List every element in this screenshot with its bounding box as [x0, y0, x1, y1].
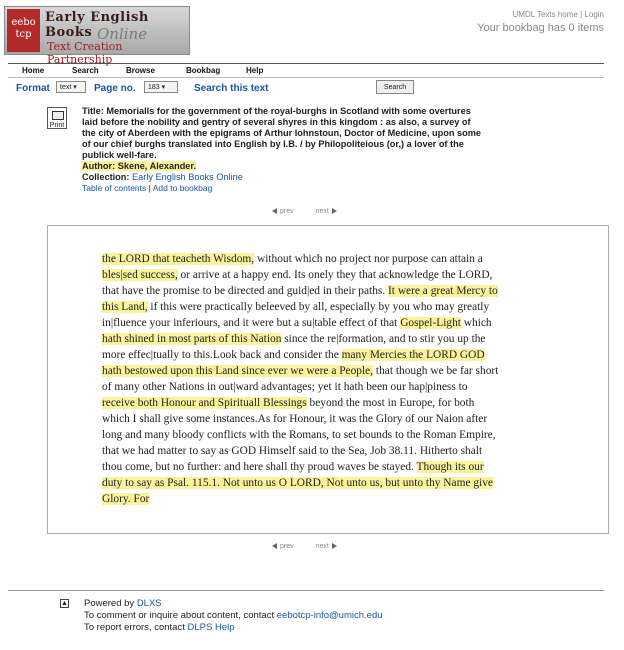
text-line: [102, 427, 569, 443]
record-info: [82, 106, 568, 194]
logo-line-2: Online: [97, 25, 148, 43]
logo-line-3: Text Creation Partnership: [47, 40, 123, 66]
record-title: [82, 106, 568, 161]
main-nav: [8, 64, 604, 78]
prev-arrow-icon[interactable]: [272, 543, 277, 549]
text-segment: more effec|tually to this.Look back and consider the: [102, 349, 342, 361]
text-segment: thou come, but no further: and here shall thy proud waves be stayed.: [102, 461, 417, 473]
text-line: [102, 411, 569, 427]
toolbar: [16, 80, 616, 96]
text-segment: long and many bloody conflicts with the Romans, to set bounds to the Roman Empire,: [102, 429, 496, 441]
text-line: [102, 475, 569, 491]
title-line-3: the city of Aberdeen with the epigrams of Arthur Iohnstoun, Doctor of Medicine, upon some: [82, 128, 481, 138]
title-label: Title:: [82, 106, 104, 116]
text-segment: if this were practically beleeved by all, especially by you who may greatly: [147, 301, 490, 313]
logo-line-1: Early English Books: [45, 10, 149, 40]
text-line: [102, 347, 569, 363]
text-line: [102, 363, 569, 379]
highlighted-text: hath shined in most parts of this Nation: [102, 333, 282, 345]
collection-label: Collection:: [82, 172, 130, 182]
next-arrow-icon[interactable]: [332, 543, 337, 549]
highlighted-text: the LORD that teacheth Wisdom,: [102, 253, 255, 265]
comment-text: To comment or inquire about content, contact: [84, 610, 275, 621]
text-line: [102, 283, 569, 299]
collection-link[interactable]: Early English Books Online: [132, 172, 243, 182]
top-links: [513, 10, 604, 19]
nav-bookbag[interactable]: Bookbag: [186, 66, 221, 75]
text-segment: or arrive at a happy end. Its onely they that acknowledge the LORD,: [177, 269, 493, 281]
footer-divider: [8, 590, 604, 591]
search-text-label: Search this text: [194, 83, 269, 94]
prev-arrow-icon[interactable]: [272, 208, 277, 214]
text-segment: in|fluence your inferiours, and it were but a su|table effect of that: [102, 317, 401, 329]
format-label: Format: [16, 83, 50, 94]
format-value: text: [60, 84, 72, 91]
highlighted-text: It were a great Mercy to: [388, 285, 498, 297]
text-line: [102, 331, 569, 347]
highlighted-text: Glory. For: [102, 493, 150, 505]
text-segment: which I shall give some instances.As for Honour, it was the Glory of our Naion after: [102, 413, 488, 425]
print-label: Print: [49, 122, 65, 129]
page-text-box: [47, 225, 609, 534]
toc-link[interactable]: Table of contents: [82, 183, 147, 193]
title-line-4: of our chief burghs translated into English by I.B. / by Philopoliteious (or,) a lover of the: [82, 139, 464, 149]
text-line: [102, 267, 569, 283]
nav-help[interactable]: Help: [246, 66, 264, 75]
add-to-bookbag-link[interactable]: Add to bookbag: [152, 183, 213, 193]
prev-link-bottom[interactable]: prev: [280, 543, 294, 550]
text-line: [102, 379, 569, 395]
login-link[interactable]: Login: [584, 10, 604, 19]
text-segment: that we had matter to say as GOD Himself said to the Sea, Job 38.11. Hitherto shalt: [102, 445, 483, 457]
bookbag-status: Your bookbag has 0 items: [477, 22, 604, 34]
search-text-input[interactable]: [278, 81, 367, 95]
text-line: [102, 299, 569, 315]
highlighted-text: Though its our: [416, 461, 484, 473]
text-line: [102, 315, 569, 331]
text-segment: that though we be far short: [373, 365, 499, 377]
powered-label: Powered by: [84, 598, 135, 609]
page-text: [102, 251, 569, 507]
text-segment: beyond the most in Europe, for both: [306, 397, 475, 409]
text-line: [102, 251, 569, 267]
highlighted-text: bles|sed success,: [102, 269, 178, 281]
footer: [60, 598, 383, 634]
back-to-top-icon[interactable]: ▲: [61, 600, 68, 607]
highlighted-text: receive both Honour and Spirituall Blessings: [102, 397, 307, 409]
dlps-help-link[interactable]: DLPS Help: [187, 622, 235, 633]
text-segment: without which no project nor purpose can attain a: [254, 253, 483, 265]
footer-powered: [60, 598, 383, 610]
top-link-separator: |: [580, 10, 583, 19]
page-no-select[interactable]: 183 ▾: [144, 81, 178, 93]
nav-browse[interactable]: Browse: [126, 66, 155, 75]
record-links: [82, 183, 568, 194]
nav-search[interactable]: Search: [72, 66, 99, 75]
format-select[interactable]: text ▾: [56, 81, 86, 93]
highlighted-text: duty to say as Psal. 115.1. Not unto us O LORD, Not unto us, but unto thy Name give: [102, 477, 493, 489]
record-link-separator: |: [148, 183, 151, 193]
search-button[interactable]: Search: [376, 80, 414, 94]
nav-divider-bottom: [8, 77, 604, 78]
next-link-top[interactable]: next: [315, 208, 329, 215]
next-arrow-icon[interactable]: [332, 208, 337, 214]
nav-home[interactable]: Home: [22, 66, 45, 75]
prev-link-top[interactable]: prev: [280, 208, 294, 215]
title-line-2: laid before the nobility and gentry of several shyres in this kingdom : as also, a survey of: [82, 117, 471, 127]
print-icon[interactable]: [47, 107, 67, 129]
highlighted-text: hath bestowed upon this Land since ever we were a People,: [102, 365, 374, 377]
footer-comment: [60, 610, 383, 622]
dlxs-link[interactable]: DLXS: [136, 598, 162, 609]
footer-errors: [60, 622, 383, 634]
highlighted-text: many Mercies the LORD GOD: [341, 349, 485, 361]
author-label: Author:: [82, 161, 116, 171]
record-collection: [82, 172, 568, 183]
next-link-bottom[interactable]: next: [315, 543, 329, 550]
title-line-1: Memorialls for the government of the royal-burghs in Scotland with some overtures: [106, 106, 471, 116]
text-line: [102, 491, 569, 507]
errors-text: To report errors, contact: [84, 622, 185, 633]
contact-email-link[interactable]: eebotcp-info@umich.edu: [276, 610, 383, 621]
text-line: [102, 395, 569, 411]
text-segment: since the re|formation, and to stir you up the: [281, 333, 486, 345]
pager-top: [272, 208, 337, 215]
text-line: [102, 443, 569, 459]
pager-bottom: [272, 543, 337, 550]
text-segment: of many other Nations in out|ward advantages; yet it hath been our hap|piness to: [102, 381, 468, 393]
title-line-5: publick well-fare.: [82, 150, 157, 160]
text-line: [102, 459, 569, 475]
umdl-home-link[interactable]: UMDL Texts home: [512, 10, 578, 19]
record-author: [82, 161, 568, 172]
highlighted-text: Gospel-Light: [400, 317, 461, 329]
highlighted-text: this Land,: [102, 301, 148, 313]
page-no-value: 183: [148, 84, 160, 91]
eebo-logo[interactable]: [4, 6, 190, 66]
eebo-badge: eebo tcp: [7, 9, 40, 52]
author-name: Skene, Alexander.: [117, 161, 197, 171]
text-segment: that have the promise to be directed and guid|ed in their paths.: [102, 285, 389, 297]
text-segment: which: [460, 317, 492, 329]
page-no-label: Page no.: [94, 83, 136, 94]
